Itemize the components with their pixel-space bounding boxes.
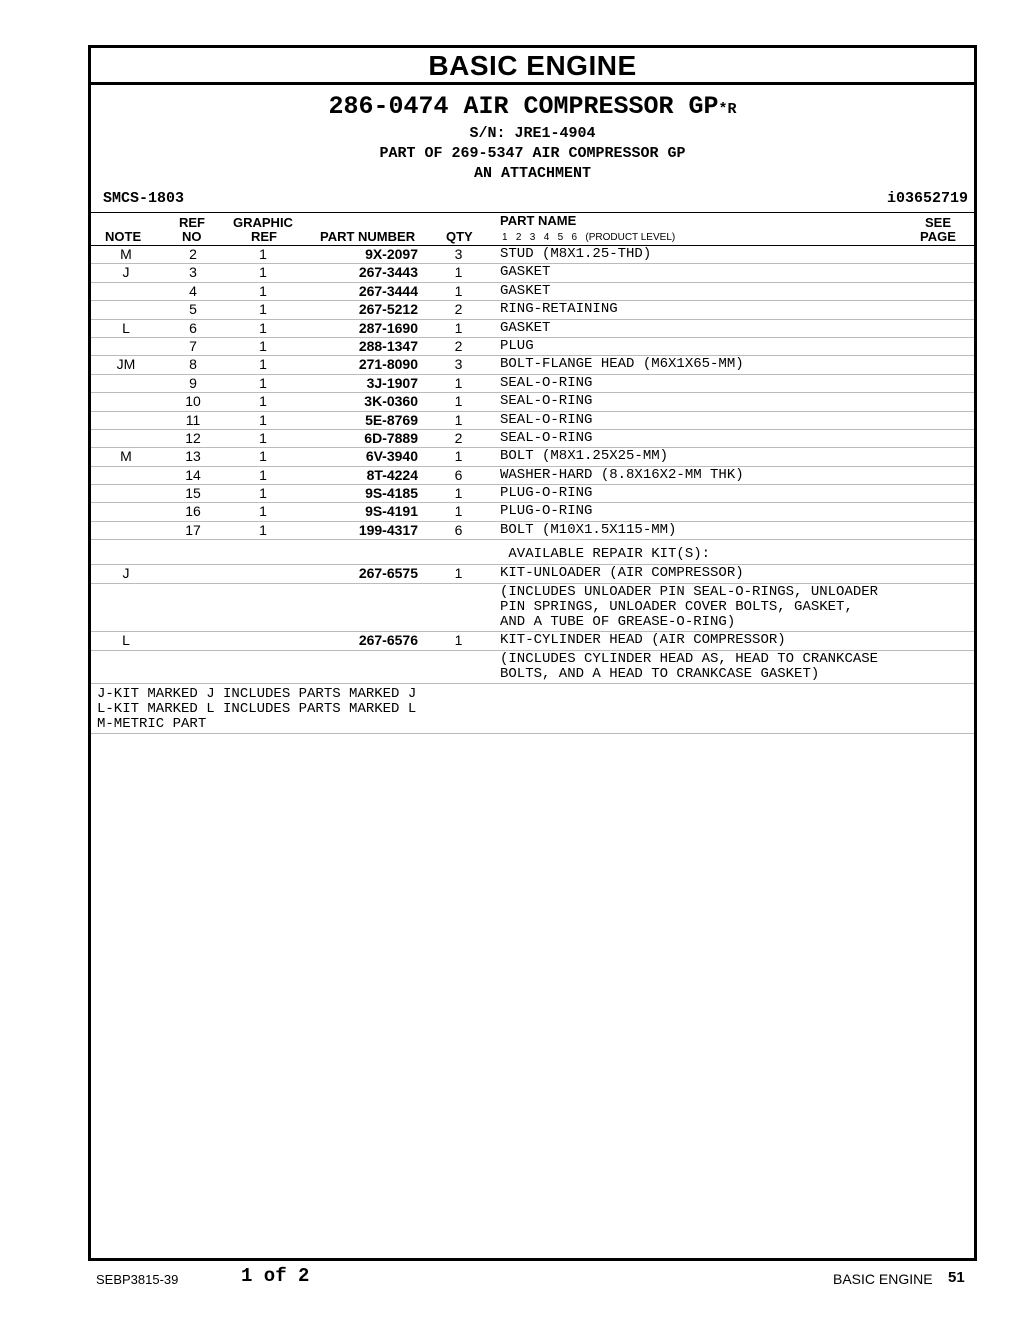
col-note: NOTE — [105, 229, 142, 244]
graphic-ref-cell: 1 — [259, 319, 267, 336]
part-number-cell: 267-6575 — [358, 565, 418, 582]
part-number-cell: 3J-1907 — [366, 374, 418, 391]
table-row — [91, 412, 974, 430]
part-name-cell: BOLT-FLANGE HEAD (M6X1X65-MM) — [500, 356, 744, 373]
qty-cell: 1 — [454, 282, 463, 299]
table-row — [91, 430, 974, 448]
graphic-ref-cell: 1 — [259, 337, 267, 354]
note-cell: M — [120, 246, 132, 262]
part-name-cell: KIT-UNLOADER (AIR COMPRESSOR) — [500, 565, 744, 582]
qty-cell: 2 — [454, 337, 463, 354]
col-part-name: PART NAME — [500, 213, 577, 228]
qty-cell: 1 — [454, 632, 463, 649]
col-see-bottom: PAGE — [920, 229, 956, 244]
note-cell: L — [122, 632, 130, 649]
note-cell: M — [120, 448, 132, 465]
kit-description-row — [91, 584, 974, 633]
table-row — [91, 375, 974, 393]
page-of: 1 of 2 — [241, 1265, 310, 1287]
part-name-cell: RING-RETAINING — [500, 301, 618, 318]
kit-row — [91, 632, 974, 650]
kit-row — [91, 565, 974, 583]
kits-list — [91, 565, 974, 684]
attachment-label: AN ATTACHMENT — [473, 165, 592, 182]
table-row — [91, 467, 974, 485]
kit-description: (INCLUDES CYLINDER HEAD AS, HEAD TO CRANKCASE BOLTS, AND A HEAD TO CRANKCASE GASKET) — [500, 650, 879, 682]
kits-heading-row — [91, 540, 974, 565]
col-ref-top: REF — [179, 215, 205, 230]
part-number-cell: 288-1347 — [358, 337, 418, 354]
part-number-cell: 267-3444 — [358, 282, 418, 299]
part-number-cell: 9S-4191 — [365, 503, 418, 520]
note-cell: JM — [116, 356, 136, 373]
part-name-cell: BOLT (M8X1.25X25-MM) — [500, 448, 669, 465]
part-name-cell: PLUG-O-RING — [500, 485, 593, 502]
ref-no-cell: 9 — [189, 374, 197, 391]
part-name-cell: GASKET — [500, 319, 551, 336]
ref-no-cell: 12 — [185, 429, 201, 446]
graphic-ref-cell: 1 — [259, 301, 267, 318]
page-number: 51 — [948, 1269, 965, 1286]
id-row — [91, 190, 974, 213]
graphic-ref-cell: 1 — [259, 448, 267, 465]
qty-cell: 1 — [454, 448, 463, 465]
table-row — [91, 338, 974, 356]
qty-cell: 1 — [454, 374, 463, 391]
table-row — [91, 283, 974, 301]
col-part-number: PART NUMBER — [320, 229, 416, 244]
graphic-ref-cell: 1 — [259, 466, 267, 483]
part-name-cell: SEAL-O-RING — [500, 411, 593, 428]
note-cell: L — [122, 319, 130, 336]
col-see-top: SEE — [925, 215, 952, 230]
col-product-level: 1 2 3 4 5 6 (PRODUCT LEVEL) — [502, 232, 676, 243]
footer-section: BASIC ENGINE — [833, 1271, 933, 1287]
part-number-cell: 199-4317 — [358, 521, 418, 538]
graphic-ref-cell: 1 — [259, 393, 267, 410]
part-number-cell: 271-8090 — [358, 356, 418, 373]
graphic-ref-cell: 1 — [259, 485, 267, 502]
graphic-ref-cell: 1 — [259, 282, 267, 299]
part-number-cell: 9X-2097 — [365, 246, 418, 262]
col-ref-bottom: NO — [182, 229, 202, 244]
table-row — [91, 356, 974, 374]
part-of: PART OF 269-5347 AIR COMPRESSOR GP — [379, 145, 686, 162]
ref-no-cell: 4 — [189, 282, 197, 299]
qty-cell: 1 — [454, 411, 463, 428]
table-row — [91, 246, 974, 264]
table-row — [91, 393, 974, 411]
table-row — [91, 301, 974, 319]
ref-no-cell: 7 — [189, 337, 197, 354]
col-graphic-top: GRAPHIC — [233, 215, 293, 230]
ref-no-cell: 17 — [185, 521, 201, 538]
ref-no-cell: 6 — [189, 319, 197, 336]
part-name-cell: GASKET — [500, 264, 551, 281]
group-title — [91, 93, 974, 124]
qty-cell: 3 — [454, 356, 463, 373]
qty-cell: 1 — [454, 485, 463, 502]
ref-no-cell: 16 — [185, 503, 201, 520]
part-name-cell: PLUG — [500, 337, 534, 354]
ref-no-cell: 13 — [185, 448, 201, 465]
kit-description: (INCLUDES UNLOADER PIN SEAL-O-RINGS, UNLOADER PIN SPRINGS, UNLOADER COVER BOLTS, GASKET, AND A TUBE OF GREASE-O-RING) — [500, 583, 879, 631]
ref-no-cell: 5 — [189, 301, 197, 318]
column-header — [91, 213, 974, 246]
ref-no-cell: 3 — [189, 264, 197, 281]
page-frame — [88, 45, 977, 1261]
title-part-number: 286-0474 — [328, 92, 449, 121]
note-cell: J — [122, 565, 130, 582]
part-number-cell: 267-3443 — [358, 264, 418, 281]
part-number-cell: 267-6576 — [358, 632, 418, 649]
notes-legend: J-KIT MARKED J INCLUDES PARTS MARKED J L-KIT MARKED L INCLUDES PARTS MARKED L M-METRIC PART — [91, 684, 974, 734]
col-qty: QTY — [446, 229, 473, 244]
graphic-ref-cell: 1 — [259, 503, 267, 520]
graphic-ref-cell: 1 — [259, 356, 267, 373]
kits-heading: AVAILABLE REPAIR KIT(S): — [500, 546, 711, 563]
ref-no-cell: 10 — [185, 393, 201, 410]
qty-cell: 1 — [454, 565, 463, 582]
note-cell: J — [122, 264, 130, 281]
graphic-ref-cell: 1 — [259, 411, 267, 428]
qty-cell: 1 — [454, 264, 463, 281]
part-number-cell: 8T-4224 — [366, 466, 418, 483]
col-graphic-bottom: REF — [251, 229, 277, 244]
ref-no-cell: 11 — [185, 411, 201, 428]
parts-list — [91, 246, 974, 540]
part-name-cell: BOLT (M10X1.5X115-MM) — [500, 521, 677, 538]
qty-cell: 1 — [454, 319, 463, 336]
part-name-cell: STUD (M8X1.25-THD) — [500, 246, 652, 262]
ref-no-cell: 8 — [189, 356, 197, 373]
part-name-cell: GASKET — [500, 282, 551, 299]
qty-cell: 6 — [454, 466, 463, 483]
table-row — [91, 485, 974, 503]
part-number-cell: 6D-7889 — [364, 429, 418, 446]
smcs-code: SMCS-1803 — [103, 190, 185, 207]
qty-cell: 3 — [454, 246, 463, 262]
section-banner: BASIC ENGINE — [91, 48, 974, 85]
part-number-cell: 6V-3940 — [365, 448, 418, 465]
ref-no-cell: 2 — [189, 246, 197, 262]
qty-cell: 2 — [454, 301, 463, 318]
table-row — [91, 448, 974, 466]
part-name-cell: SEAL-O-RING — [500, 374, 593, 391]
graphic-ref-cell: 1 — [259, 374, 267, 391]
part-number-cell: 5E-8769 — [365, 411, 418, 428]
ref-no-cell: 14 — [185, 466, 201, 483]
graphic-ref-cell: 1 — [259, 264, 267, 281]
part-name-cell: SEAL-O-RING — [500, 429, 593, 446]
table-row — [91, 522, 974, 540]
page-footer — [0, 1265, 1020, 1289]
qty-cell: 1 — [454, 503, 463, 520]
graphic-ref-cell: 1 — [259, 521, 267, 538]
part-name-cell: PLUG-O-RING — [500, 503, 593, 520]
graphic-ref-cell: 1 — [259, 429, 267, 446]
qty-cell: 1 — [454, 393, 463, 410]
doc-number: SEBP3815-39 — [96, 1272, 179, 1287]
part-number-cell: 9S-4185 — [365, 485, 418, 502]
ref-no-cell: 15 — [185, 485, 201, 502]
graphic-ref-cell: 1 — [259, 246, 267, 262]
part-name-cell: WASHER-HARD (8.8X16X2-MM THK) — [500, 466, 744, 483]
table-row — [91, 320, 974, 338]
qty-cell: 6 — [454, 521, 463, 538]
part-name-cell: SEAL-O-RING — [500, 393, 593, 410]
kit-description-row — [91, 651, 974, 684]
title-name: AIR COMPRESSOR GP — [463, 92, 719, 121]
serial-number: S/N: JRE1-4904 — [469, 125, 596, 142]
illustration-ref: i03652719 — [886, 190, 968, 207]
qty-cell: 2 — [454, 429, 463, 446]
part-number-cell: 267-5212 — [358, 301, 418, 318]
part-number-cell: 3K-0360 — [364, 393, 418, 410]
table-row — [91, 503, 974, 521]
part-number-cell: 287-1690 — [358, 319, 418, 336]
table-row — [91, 264, 974, 282]
title-suffix: *R — [718, 101, 737, 118]
part-name-cell: KIT-CYLINDER HEAD (AIR COMPRESSOR) — [500, 632, 786, 649]
